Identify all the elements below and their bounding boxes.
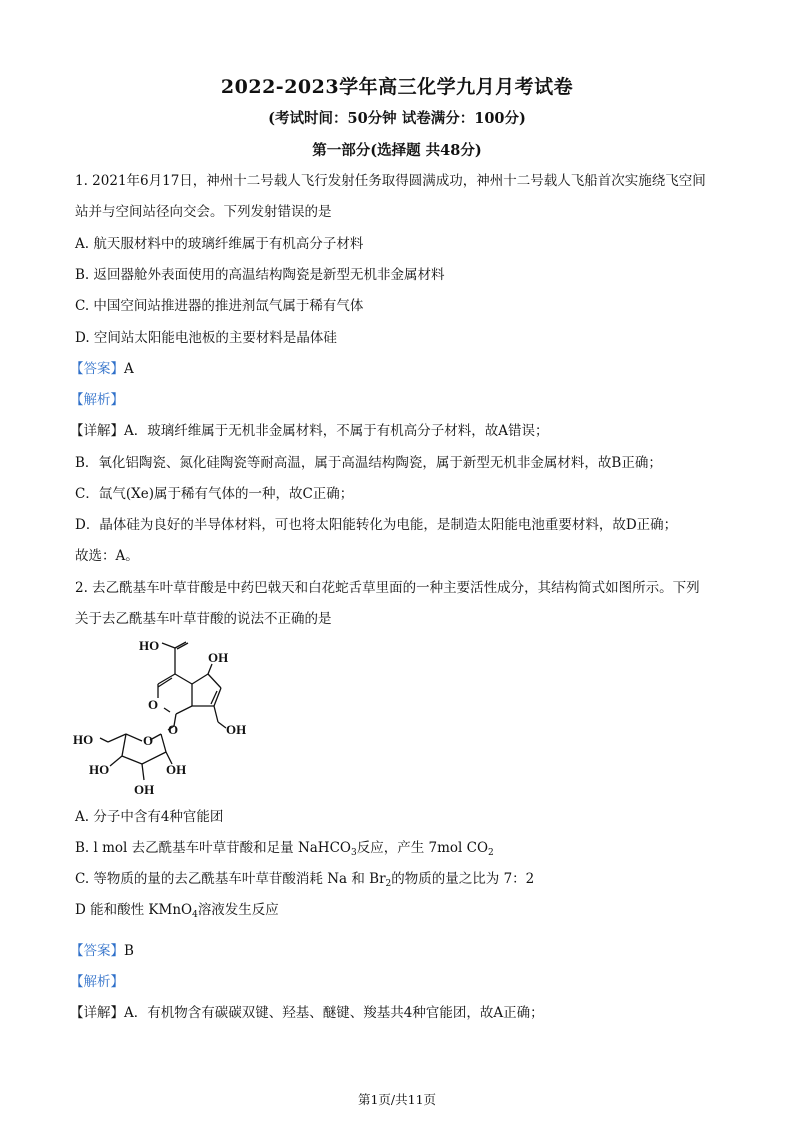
analysis-tag: 【解析】 — [70, 974, 124, 990]
label-sugar-o: O — [143, 733, 154, 748]
q2-answer — [70, 942, 134, 960]
analysis-tag: 【解析】 — [70, 392, 124, 408]
q1-answer-value: A — [124, 361, 134, 377]
q2-option-b-sub1: 3 — [350, 848, 357, 858]
q1-option-d: D. 空间站太阳能电池板的主要材料是晶体硅 — [75, 330, 337, 346]
q2-answer-value: B — [124, 943, 134, 959]
q2-option-d-part1: D 能和酸性 KMnO — [75, 902, 193, 918]
q1-detail-a-text: A．玻璃纤维属于无机非金属材料，不属于有机高分子材料，故A错误； — [124, 423, 549, 439]
q2-analysis-tag — [70, 973, 124, 991]
q1-detail-c: C．氙气(Xe)属于稀有气体的一种，故C正确； — [75, 486, 354, 502]
label-link-o: O — [168, 722, 179, 737]
structure-formula-diagram — [64, 634, 264, 802]
q1-conclusion: 故选：A。 — [75, 548, 139, 564]
q2-option-b-part2: 反应，产生 7mol CO — [356, 840, 489, 856]
q1-option-a: A. 航天服材料中的玻璃纤维属于有机高分子材料 — [75, 236, 364, 252]
q1-detail-a — [70, 422, 549, 440]
q1-detail-b: B．氧化铝陶瓷、氮化硅陶瓷等耐高温，属于高温结构陶瓷，属于新型无机非金属材料，故B正确； — [75, 455, 662, 471]
q1-analysis-tag — [70, 391, 124, 409]
q2-option-c — [75, 870, 534, 893]
label-carboxyl-ho: HO — [139, 638, 160, 653]
answer-tag: 【答案】 — [70, 361, 124, 377]
answer-tag: 【答案】 — [70, 943, 124, 959]
exam-title: 2022-2023学年高三化学九月月考试卷 — [220, 76, 574, 98]
page-footer: 第1页/共11页 — [357, 1092, 437, 1107]
label-bottom-oh: OH — [134, 782, 155, 797]
q1-option-b: B. 返回器舱外表面使用的高温结构陶瓷是新型无机非金属材料 — [75, 267, 445, 283]
q2-option-b-sub2: 2 — [488, 848, 494, 858]
label-left-ho: HO — [73, 732, 94, 747]
label-ring-o: O — [148, 697, 159, 712]
section-heading: 第一部分(选择题 共48分) — [312, 142, 482, 159]
q2-detail-a — [70, 1004, 544, 1022]
q1-stem-line1: 1. 2021年6月17日，神州十二号载人飞行发射任务取得圆满成功，神州十二号载人飞船首次实施绕飞空间 — [75, 173, 706, 189]
q2-option-a: A. 分子中含有4种官能团 — [75, 809, 224, 825]
q2-option-d — [75, 901, 279, 924]
q1-option-c: C. 中国空间站推进器的推进剂氙气属于稀有气体 — [75, 298, 364, 314]
q2-stem-line1: 2. 去乙酰基车叶草苷酸是中药巴戟天和白花蛇舌草里面的一种主要活性成分，其结构简式如图所示。下列 — [75, 580, 700, 596]
q2-option-b-part1: B. l mol 去乙酰基车叶草苷酸和足量 NaHCO — [75, 840, 351, 856]
q2-option-c-sub: 2 — [385, 879, 392, 889]
label-bottom-oh-right: OH — [166, 762, 187, 777]
q1-detail-d: D．晶体硅为良好的半导体材料，可也将太阳能转化为电能，是制造太阳能电池重要材料，故D正确； — [75, 517, 678, 533]
q2-option-d-sub: 4 — [192, 910, 198, 920]
label-top-oh: OH — [208, 650, 229, 665]
q2-option-d-part2: 溶液发生反应 — [197, 902, 279, 918]
detail-tag: 【详解】 — [70, 423, 124, 439]
q2-option-b — [75, 839, 494, 862]
q1-answer — [70, 360, 134, 378]
label-bottom-ho: HO — [89, 762, 110, 777]
q2-stem-line2: 关于去乙酰基车叶草苷酸的说法不正确的是 — [75, 611, 332, 627]
detail-tag: 【详解】 — [70, 1005, 124, 1021]
q2-option-c-part2: 的物质的量之比为 7：2 — [391, 871, 535, 887]
q2-detail-a-text: A．有机物含有碳碳双键、羟基、醚键、羧基共4种官能团，故A正确； — [124, 1005, 544, 1021]
q2-option-c-part1: C. 等物质的量的去乙酰基车叶草苷酸消耗 Na 和 Br — [75, 871, 386, 887]
exam-subtitle: (考试时间：50分钟 试卷满分：100分) — [268, 110, 526, 127]
q1-stem-line2: 站并与空间站径向交会。下列发射错误的是 — [75, 204, 332, 220]
label-ch2oh-oh: OH — [226, 722, 247, 737]
